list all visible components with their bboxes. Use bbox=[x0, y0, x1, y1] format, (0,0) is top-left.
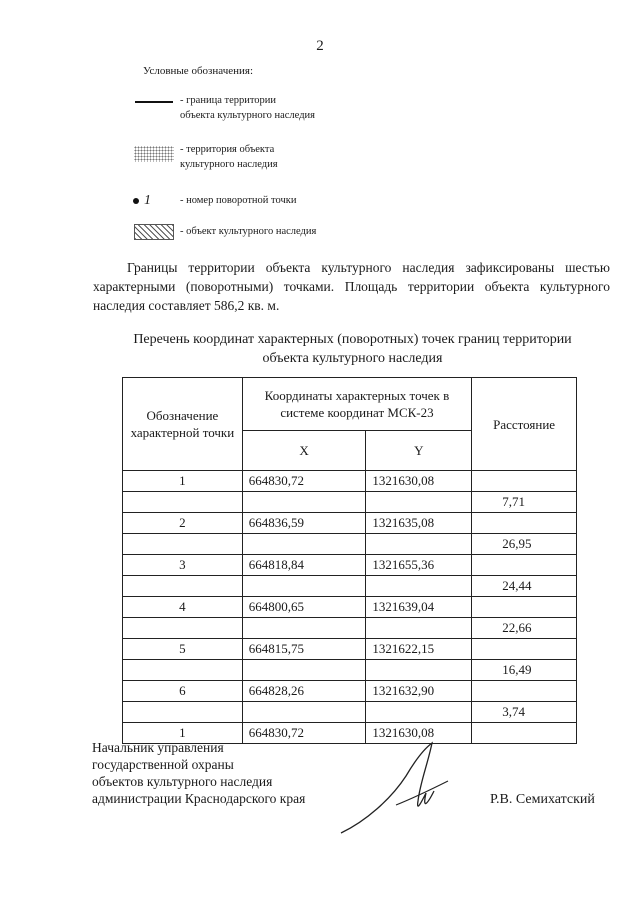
point-number: 5 bbox=[123, 639, 243, 660]
distance-row bbox=[123, 660, 577, 681]
point-x: 664815,75 bbox=[242, 639, 366, 660]
distance-row bbox=[123, 534, 577, 555]
point-y: 1321635,08 bbox=[366, 513, 472, 534]
point-number: 1 bbox=[123, 471, 243, 492]
distance-value: 3,74 bbox=[472, 702, 577, 723]
table-row bbox=[123, 555, 577, 576]
table-title-line: объекта культурного наследия bbox=[262, 351, 443, 366]
hatched-object-icon bbox=[134, 224, 174, 240]
legend-text: - территория объекта bbox=[180, 144, 275, 155]
point-x: 664830,72 bbox=[242, 723, 366, 744]
legend-text: - граница территории bbox=[180, 95, 277, 106]
point-dot-icon bbox=[133, 198, 139, 204]
point-number: 3 bbox=[123, 555, 243, 576]
signatory-line: объектов культурного наследия bbox=[92, 774, 273, 789]
header-point: Обозначение характерной точки bbox=[123, 378, 243, 471]
handwritten-signature-icon bbox=[336, 741, 456, 841]
legend-item-object bbox=[180, 224, 316, 239]
table-row bbox=[123, 639, 577, 660]
legend-item-territory bbox=[180, 142, 278, 172]
legend-text: - объект культурного наследия bbox=[180, 226, 317, 237]
point-x: 664828,26 bbox=[242, 681, 366, 702]
table-row bbox=[123, 513, 577, 534]
point-x: 664830,72 bbox=[242, 471, 366, 492]
distance-value: 22,66 bbox=[472, 618, 577, 639]
point-y: 1321655,36 bbox=[366, 555, 472, 576]
signatory-line: Начальник управления bbox=[92, 740, 224, 755]
signatory-name: Р.В. Семихатский bbox=[490, 792, 595, 807]
legend-text: объекта культурного наследия bbox=[180, 110, 315, 121]
boundary-line-icon bbox=[135, 101, 173, 103]
point-y: 1321632,90 bbox=[366, 681, 472, 702]
coordinates-table bbox=[122, 377, 577, 744]
distance-row bbox=[123, 618, 577, 639]
distance-row bbox=[123, 702, 577, 723]
header-coordinates: Координаты характерных точек в системе координат МСК-23 bbox=[242, 378, 471, 431]
point-y: 1321630,08 bbox=[366, 471, 472, 492]
boundary-description-paragraph: Границы территории объекта культурного наследия зафиксированы шестью характерными (поворотными) точками. Площадь территории объекта культурного наследия составляет 586,2 кв. м. bbox=[93, 260, 610, 313]
point-number: 1 bbox=[123, 723, 243, 744]
header-distance: Расстояние bbox=[472, 378, 577, 471]
signatory-title bbox=[92, 739, 305, 807]
point-x: 664836,59 bbox=[242, 513, 366, 534]
distance-row bbox=[123, 492, 577, 513]
legend-text: культурного наследия bbox=[180, 159, 278, 170]
territory-dotted-icon bbox=[134, 146, 174, 162]
header-x: X bbox=[242, 431, 366, 471]
point-number-symbol: 1 bbox=[144, 193, 151, 208]
point-number: 6 bbox=[123, 681, 243, 702]
distance-value: 16,49 bbox=[472, 660, 577, 681]
point-x: 664800,65 bbox=[242, 597, 366, 618]
point-number: 2 bbox=[123, 513, 243, 534]
legend-text: - номер поворотной точки bbox=[180, 195, 297, 206]
table-title bbox=[95, 330, 610, 368]
point-y: 1321639,04 bbox=[366, 597, 472, 618]
signatory-line: администрации Краснодарского края bbox=[92, 791, 306, 806]
distance-value: 24,44 bbox=[472, 576, 577, 597]
table-row bbox=[123, 681, 577, 702]
table-title-line: Перечень координат характерных (поворотных) точек границ территории bbox=[133, 332, 572, 347]
legend-item-boundary bbox=[180, 93, 315, 123]
page-number: 2 bbox=[316, 38, 324, 54]
distance-value: 7,71 bbox=[472, 492, 577, 513]
header-y: Y bbox=[366, 431, 472, 471]
point-y: 1321622,15 bbox=[366, 639, 472, 660]
legend-item-point bbox=[180, 193, 296, 208]
point-x: 664818,84 bbox=[242, 555, 366, 576]
turning-point-icon bbox=[133, 193, 151, 209]
legend-title: Условные обозначения: bbox=[143, 65, 254, 77]
table-row bbox=[123, 471, 577, 492]
table-row bbox=[123, 597, 577, 618]
point-number: 4 bbox=[123, 597, 243, 618]
distance-value: 26,95 bbox=[472, 534, 577, 555]
signatory-line: государственной охраны bbox=[92, 757, 234, 772]
point-y: 1321630,08 bbox=[366, 723, 472, 744]
distance-row bbox=[123, 576, 577, 597]
